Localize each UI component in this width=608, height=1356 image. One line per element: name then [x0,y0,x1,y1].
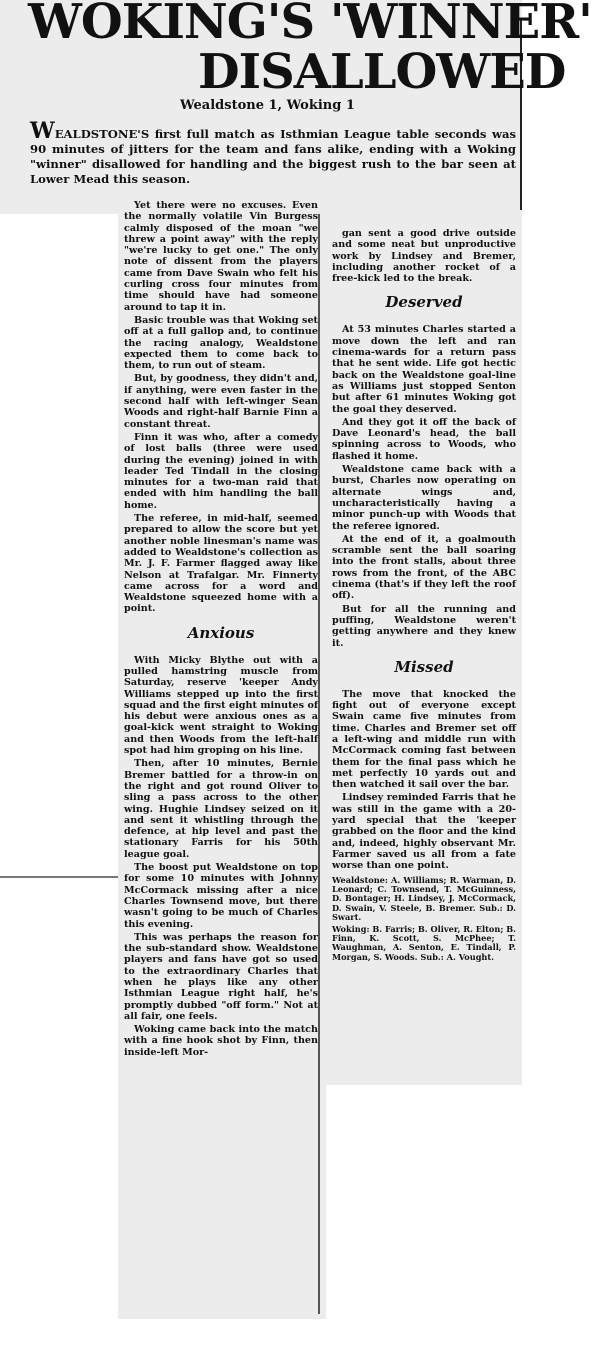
subhead-deserved: Deserved [385,293,463,312]
headline-line-2: DISALLOWED [198,44,566,100]
paragraph: And they got it off the back of Dave Leonard's head, the ball spinning across to Woods, who flashed it home. [332,416,516,462]
intro-dropcap: W [30,118,55,144]
paragraph: But for all the running and puffing, Wealdstone weren't getting anywhere and they knew it. [332,603,516,649]
scan-margin-mark [0,876,118,878]
paragraph: Yet there were no excuses. Even the normally volatile Vin Burgess calmly disposed of the moan "we threw a point away" with the reply "we're lucky to get one." The only note of dissent from the players came from Dave Swain who felt his curling cross four minutes from time should have had someone around to tap it in. [124,200,318,313]
team-lineups [332,876,516,963]
paragraph: Finn it was who, after a comedy of lost balls (three were used during the evening) joined in with leader Ted Tindall in the closing minutes for a two-man raid that ended with him handling the ball home. [124,431,318,511]
article-right-column [332,228,516,964]
paragraph: Lindsey reminded Farris that he was still in the game with a 20-yard special that the 'keeper grabbed on the floor and the kind and, indeed, highly observant Mr. Farmer saved us all from a fate worse than one point. [332,792,516,872]
paragraph: With Micky Blythe out with a pulled hamstring muscle from Saturday, reserve 'keeper Andy Williams stepped up into the first squad and the first eight minutes of his debut were anxious ones as a goal-kick went straight to Woking and then Woods from the left-half spot had him groping on his line. [124,654,318,757]
paragraph: The move that knocked the fight out of everyone except Swain came five minutes from time. Charles and Bremer set off a left-wing and middle run with McCormack coming fast between them for the final pass which he met perfectly 10 yards out and then watched it sail over the bar. [332,688,516,791]
paragraph: But, by goodness, they didn't and, if anything, were even faster in the second half with left-winger Sean Woods and right-half Barnie Finn a constant threat. [124,373,318,430]
team-lineup-woking: Woking: B. Farris; B. Oliver, R. Elton; B. Finn, K. Scott, S. McPhee; T. Waughman, A. Senton, E. Tindall, P. Morgan, S. Woods. Sub.: A. Vought. [332,923,516,962]
paragraph: Woking came back into the match with a fine hook shot by Finn, then inside-left Mor- [124,1024,318,1058]
team-lineup-wealdstone: Wealdstone: A. Williams; R. Warman, D. Leonard; C. Townsend, T. McGuinness, D. Bontager; H. Lindsey, J. McCormack, D. Swain, V. Steele, B. Bremer. Sub.: D. Swart. [332,874,516,923]
intro-paragraph [30,118,516,187]
subhead-missed: Missed [394,657,454,676]
paragraph: gan sent a good drive outside and some neat but unproductive work by Lindsey and Bremer, including another rocket of a free-kick led to the break. [332,228,516,285]
paragraph: This was perhaps the reason for the sub-standard show. Wealdstone players and fans have got so used to the extraordinary Charles that when he plays like any other Isthmian League right half, he's promptly dubbed "off form." Not at all fair, one feels. [124,931,318,1022]
paragraph: At 53 minutes Charles started a move down the left and ran cinema-wards for a return pass that he sent wide. Life got hectic back on the Wealdstone goal-line as Williams just stopped Senton but after 61 minutes Woking got the goal they deserved. [332,324,516,415]
match-score-byline: Wealdstone 1, Woking 1 [180,98,355,113]
paragraph: Basic trouble was that Woking set off at a full gallop and, to continue the racing analogy, Wealdstone expected them to come back to them, to run out of steam. [124,314,318,372]
headline-line-1: WOKING'S 'WINNER' [28,0,592,50]
subhead-anxious: Anxious [187,623,255,642]
paragraph: The referee, in mid-half, seemed prepared to allow the score but yet another noble linesman's name was added to Wealdstone's collection as Mr. J. F. Farmer flagged away like Nelson at Trafalgar. Mr. Finnerty came across for a word and Wealdstone squeezed home with a point. [124,513,318,615]
paragraph: Wealdstone came back with a burst, Charles now operating on alternate wings and, uncharacteristically having a minor punch-up with Woods that the referee ignored. [332,464,516,532]
paragraph: The boost put Wealdstone on top for some 10 minutes with Johnny McCormack missing after a nice Charles Townsend move, but there wasn't going to be much of Charles this evening. [124,862,318,930]
intro-text: EALDSTONE'S first full match as Isthmian League table seconds was 90 minutes of jitters for the team and fans alike, ending with a Woking "winner" disallowed for handling and the biggest rush to the bar seen at Lower Mead this season. [30,127,516,186]
paragraph: At the end of it, a goalmouth scramble sent the ball soaring into the front stalls, about three rows from the front, of the ABC cinema (that's if they left the roof off). [332,533,516,602]
article-left-column [124,200,318,1060]
column-divider [318,214,320,1314]
paragraph: Then, after 10 minutes, Bernie Bremer battled for a throw-in on the right and got round Oliver to sling a pass across to the other wing. Hughie Lindsey seized on it and sent it whistling through the defence, at hip level and past the stationary Farris for his 50th league goal. [124,758,318,860]
